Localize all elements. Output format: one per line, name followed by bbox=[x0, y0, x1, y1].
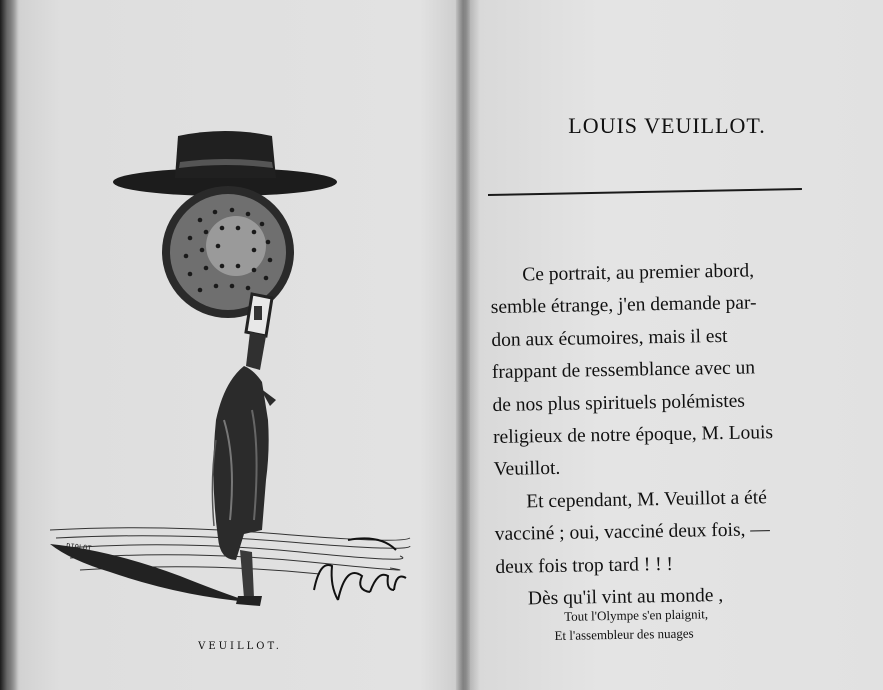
engraver-mark: DIOLOT bbox=[65, 542, 92, 553]
text-line: Ce portrait, au premier abord, bbox=[522, 260, 755, 286]
body-text bbox=[490, 254, 848, 617]
text-line: de nos plus spirituels polémistes bbox=[492, 390, 746, 416]
title-rule bbox=[488, 188, 802, 196]
text-line: vacciné ; oui, vacciné deux fois, — bbox=[494, 519, 771, 546]
text-line: semble étrange, j'en demande par- bbox=[490, 292, 757, 319]
verse-line: Tout l'Olympe s'en plaignit, bbox=[564, 606, 709, 624]
illustration-caption: VEUILLOT. bbox=[198, 641, 282, 652]
verse-quote bbox=[554, 603, 795, 645]
chapter-title: LOUIS VEUILLOT. bbox=[568, 113, 766, 138]
skimmer-face bbox=[162, 186, 294, 318]
text-line: religieux de notre époque, M. Louis bbox=[492, 422, 774, 449]
text-line: Dès qu'il vint au monde , bbox=[527, 585, 724, 610]
skimmer-handle bbox=[246, 294, 272, 370]
text-line: don aux écumoires, mais il est bbox=[491, 325, 728, 351]
right-page bbox=[466, 0, 883, 690]
text-line: frappant de ressemblance avec un bbox=[491, 357, 756, 384]
text-line: Veuillot. bbox=[493, 458, 561, 481]
verse-line: Et l'assembleur des nuages bbox=[554, 625, 694, 643]
caricature-illustration bbox=[40, 120, 420, 620]
text-line: deux fois trop tard ! ! ! bbox=[495, 553, 674, 578]
figure-shadow bbox=[50, 544, 250, 602]
text-line: Et cependant, M. Veuillot a été bbox=[526, 487, 767, 513]
